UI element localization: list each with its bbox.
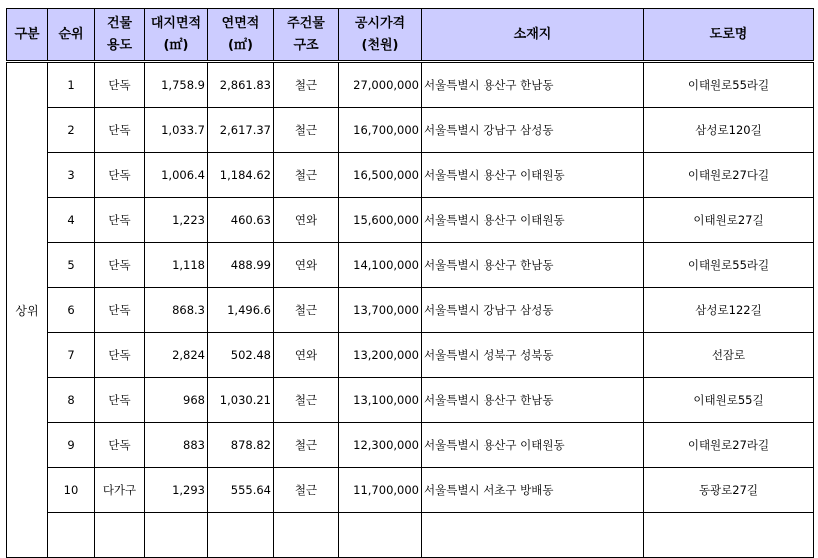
rank-cell: [48, 513, 95, 558]
structure-cell: 철근: [274, 108, 339, 153]
use-cell: 다가구: [95, 468, 145, 513]
use-cell: 단독: [95, 333, 145, 378]
table-row: [7, 333, 814, 378]
table-body: [7, 62, 814, 558]
structure-cell: 철근: [274, 62, 339, 108]
structure-cell: 연와: [274, 333, 339, 378]
road-cell: 동광로27길: [644, 468, 814, 513]
floor-area-cell: 2,617.37: [208, 108, 274, 153]
header-label: 순위: [58, 26, 84, 42]
rank-cell: 9: [48, 423, 95, 468]
header-sublabel: 용도: [106, 37, 133, 53]
rank-cell: 4: [48, 198, 95, 243]
address-cell: 서울특별시 용산구 이태원동: [422, 423, 644, 468]
address-cell: [422, 513, 644, 558]
table-row: [7, 243, 814, 288]
road-cell: 이태원로55라길: [644, 243, 814, 288]
structure-cell: 철근: [274, 468, 339, 513]
table-row: [7, 513, 814, 558]
floor-area-cell: 488.99: [208, 243, 274, 288]
price-cell: 12,300,000: [339, 423, 422, 468]
address-cell: 서울특별시 용산구 이태원동: [422, 198, 644, 243]
rank-cell: 6: [48, 288, 95, 333]
road-cell: 삼성로122길: [644, 288, 814, 333]
floor-area-cell: 1,184.62: [208, 153, 274, 198]
price-cell: 16,700,000: [339, 108, 422, 153]
header-label: 대지면적: [150, 15, 202, 31]
rank-cell: 1: [48, 62, 95, 108]
price-cell: 27,000,000: [339, 62, 422, 108]
header-label: 공시가격: [354, 15, 406, 31]
floor-area-cell: [208, 513, 274, 558]
header-label: 주건물: [287, 15, 325, 31]
address-cell: 서울특별시 용산구 한남동: [422, 243, 644, 288]
header-structure: [274, 9, 339, 62]
address-cell: 서울특별시 강남구 삼성동: [422, 108, 644, 153]
floor-area-cell: 502.48: [208, 333, 274, 378]
use-cell: 단독: [95, 62, 145, 108]
table-row: [7, 423, 814, 468]
road-cell: 삼성로120길: [644, 108, 814, 153]
rank-cell: 10: [48, 468, 95, 513]
address-cell: 서울특별시 성북구 성북동: [422, 333, 644, 378]
address-cell: 서울특별시 강남구 삼성동: [422, 288, 644, 333]
price-ranking-table-container: [6, 8, 814, 558]
use-cell: 단독: [95, 288, 145, 333]
structure-cell: 철근: [274, 288, 339, 333]
header-road-name: [644, 9, 814, 62]
header-label: 건물: [106, 15, 133, 31]
price-cell: 15,600,000: [339, 198, 422, 243]
road-cell: 이태원로27길: [644, 198, 814, 243]
land-area-cell: 1,293: [145, 468, 208, 513]
structure-cell: 철근: [274, 378, 339, 423]
use-cell: [95, 513, 145, 558]
structure-cell: 철근: [274, 423, 339, 468]
rank-cell: 2: [48, 108, 95, 153]
table-header: [7, 9, 814, 62]
address-cell: 서울특별시 용산구 이태원동: [422, 153, 644, 198]
use-cell: 단독: [95, 198, 145, 243]
table-row: [7, 468, 814, 513]
road-cell: 선잠로: [644, 333, 814, 378]
header-address: [422, 9, 644, 62]
header-land-area: [145, 9, 208, 62]
rank-cell: 5: [48, 243, 95, 288]
header-sublabel: (천원): [361, 37, 399, 53]
road-cell: 이태원로55라길: [644, 62, 814, 108]
use-cell: 단독: [95, 423, 145, 468]
floor-area-cell: 1,496.6: [208, 288, 274, 333]
table-row: [7, 62, 814, 108]
floor-area-cell: 460.63: [208, 198, 274, 243]
header-rank: [48, 9, 95, 62]
price-cell: [339, 513, 422, 558]
use-cell: 단독: [95, 378, 145, 423]
price-ranking-table: [6, 8, 814, 558]
land-area-cell: 1,758.9: [145, 62, 208, 108]
price-cell: 16,500,000: [339, 153, 422, 198]
rank-cell: 8: [48, 378, 95, 423]
structure-cell: [274, 513, 339, 558]
price-cell: 13,200,000: [339, 333, 422, 378]
header-building-use: [95, 9, 145, 62]
table-row: [7, 378, 814, 423]
land-area-cell: 868.3: [145, 288, 208, 333]
address-cell: 서울특별시 용산구 한남동: [422, 378, 644, 423]
rank-cell: 3: [48, 153, 95, 198]
land-area-cell: [145, 513, 208, 558]
header-label: 도로명: [709, 26, 748, 42]
rank-cell: 7: [48, 333, 95, 378]
road-cell: 이태원로27다길: [644, 153, 814, 198]
land-area-cell: 1,118: [145, 243, 208, 288]
price-cell: 13,700,000: [339, 288, 422, 333]
floor-area-cell: 878.82: [208, 423, 274, 468]
floor-area-cell: 1,030.21: [208, 378, 274, 423]
floor-area-cell: 555.64: [208, 468, 274, 513]
structure-cell: 연와: [274, 243, 339, 288]
header-row: [7, 9, 814, 62]
land-area-cell: 1,223: [145, 198, 208, 243]
header-price: [339, 9, 422, 62]
road-cell: 이태원로27라길: [644, 423, 814, 468]
header-sublabel: (㎡): [228, 37, 253, 53]
land-area-cell: 1,033.7: [145, 108, 208, 153]
land-area-cell: 1,006.4: [145, 153, 208, 198]
structure-cell: 연와: [274, 198, 339, 243]
land-area-cell: 2,824: [145, 333, 208, 378]
road-cell: 이태원로55길: [644, 378, 814, 423]
header-label: 소재지: [513, 26, 552, 42]
header-label: 구분: [14, 26, 40, 42]
address-cell: 서울특별시 서초구 방배동: [422, 468, 644, 513]
structure-cell: 철근: [274, 153, 339, 198]
land-area-cell: 883: [145, 423, 208, 468]
price-cell: 14,100,000: [339, 243, 422, 288]
use-cell: 단독: [95, 243, 145, 288]
price-cell: 11,700,000: [339, 468, 422, 513]
table-row: [7, 153, 814, 198]
use-cell: 단독: [95, 153, 145, 198]
road-cell: [644, 513, 814, 558]
header-category: [7, 9, 48, 62]
table-row: [7, 288, 814, 333]
table-row: [7, 108, 814, 153]
floor-area-cell: 2,861.83: [208, 62, 274, 108]
price-cell: 13,100,000: [339, 378, 422, 423]
header-label: 연면적: [221, 15, 260, 31]
category-cell: 상위: [7, 62, 48, 558]
table-row: [7, 198, 814, 243]
header-floor-area: [208, 9, 274, 62]
header-sublabel: 구조: [293, 37, 319, 53]
header-sublabel: (㎡): [163, 37, 189, 53]
use-cell: 단독: [95, 108, 145, 153]
address-cell: 서울특별시 용산구 한남동: [422, 62, 644, 108]
land-area-cell: 968: [145, 378, 208, 423]
